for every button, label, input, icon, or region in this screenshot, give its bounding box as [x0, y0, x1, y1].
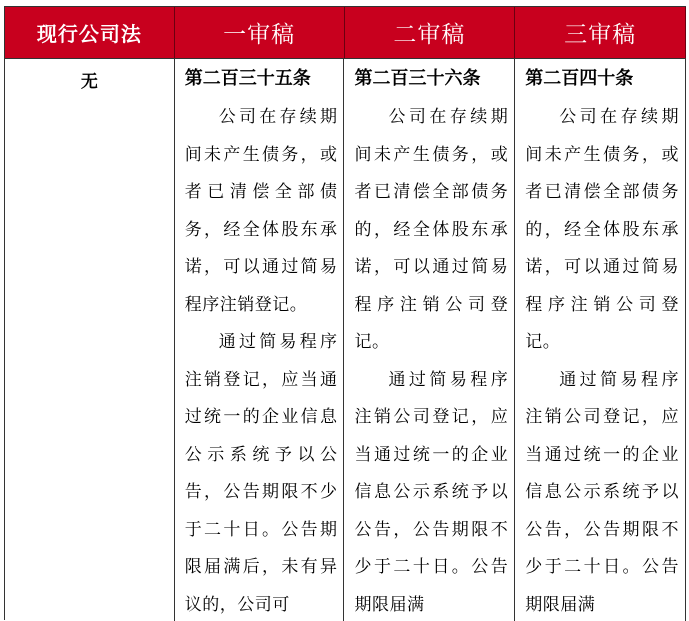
draft-3-paragraph-2: 通过简易程序注销公司登记，应当通过统一的企业信息公示系统予以公告，公告期限不少于二十日。公告期限届满 [525, 362, 679, 621]
header-draft-3: 三审稿 [515, 7, 686, 58]
draft-1-paragraph-1: 公司在存续期间未产生债务，或者已清偿全部债务，经全体股东承诺，可以通过简易程序注销登记。 [185, 99, 338, 324]
table-row [5, 59, 686, 621]
draft-2-article-title: 第二百三十六条 [354, 65, 508, 93]
draft-2-paragraph-2: 通过简易程序注销公司登记，应当通过统一的企业信息公示系统予以公告，公告期限不少于二十日。公告期限届满 [354, 362, 508, 621]
draft-3-article-title: 第二百四十条 [525, 65, 679, 93]
current-law-cell [5, 59, 175, 621]
draft-1-article-title: 第二百三十五条 [185, 65, 338, 93]
comparison-table [4, 6, 686, 620]
draft-1-paragraph-2: 通过简易程序注销登记，应当通过统一的企业信息公示系统予以公告，公告期限不少于二十日。公告期限届满后，未有异议的，公司可 [185, 324, 338, 621]
header-draft-1: 一审稿 [175, 7, 345, 58]
draft-2-paragraph-1: 公司在存续期间未产生债务，或者已清偿全部债务的，经全体股东承诺，可以通过简易程序注销公司登记。 [354, 99, 508, 362]
header-draft-2: 二审稿 [345, 7, 516, 58]
current-law-text: 无 [5, 67, 174, 92]
table-header [5, 7, 686, 59]
draft-3-paragraph-1: 公司在存续期间未产生债务，或者已清偿全部债务的，经全体股东承诺，可以通过简易程序注销公司登记。 [525, 99, 679, 362]
draft-1-cell [175, 59, 345, 621]
header-current-law: 现行公司法 [5, 7, 175, 58]
draft-3-cell [515, 59, 686, 621]
draft-2-cell [344, 59, 515, 621]
